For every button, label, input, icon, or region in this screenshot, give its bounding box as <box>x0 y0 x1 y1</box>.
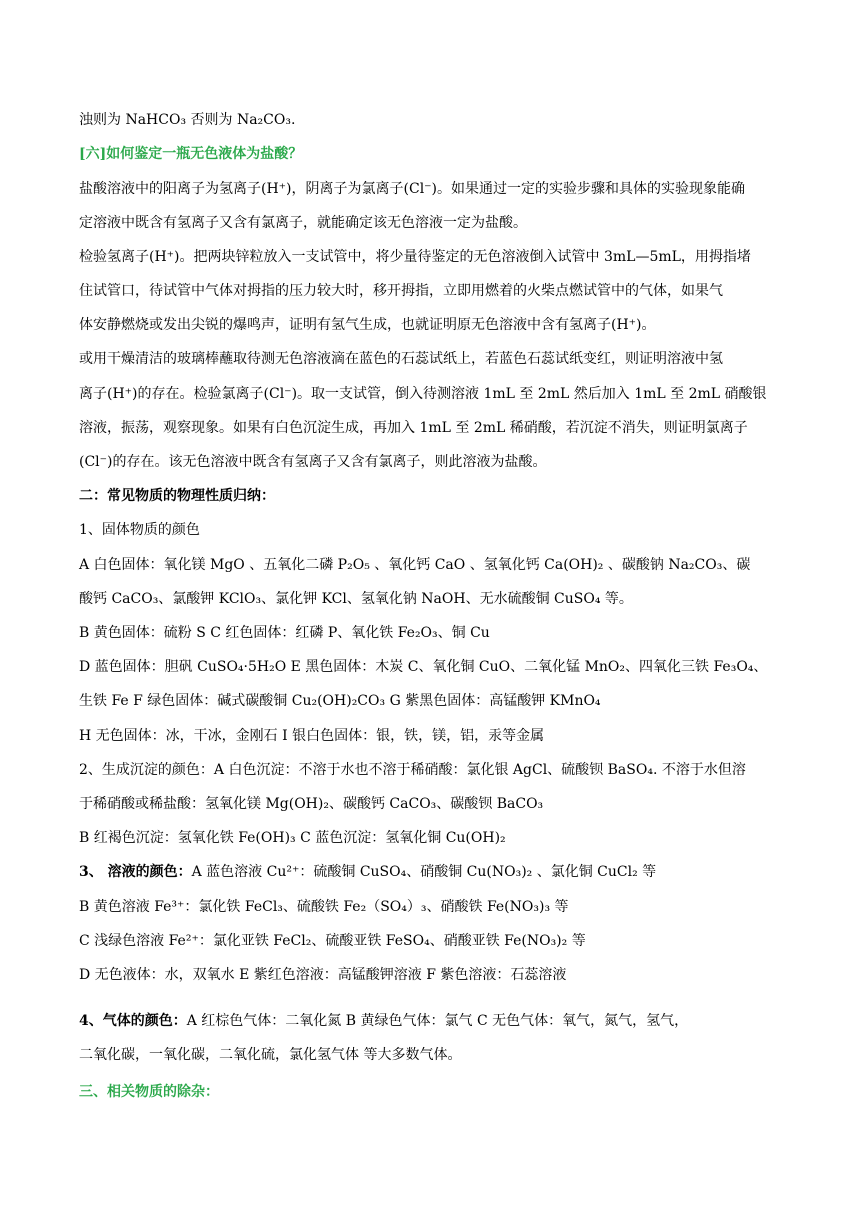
text-line: 或用干燥清洁的玻璃棒蘸取待测无色溶液滴在蓝色的石蕊试纸上，若蓝色石蕊试纸变红，则证明溶液中氢 <box>79 351 723 367</box>
text-line: A 白色固体：氧化镁 MgO 、五氧化二磷 P₂O₅ 、氧化钙 CaO 、氢氧化钙 Ca(OH)₂ 、碳酸钠 Na₂CO₃、碳 <box>79 557 751 573</box>
text-line: B 黄色固体：硫粉 S C 红色固体：红磷 P、氧化铁 Fe₂O₃、铜 Cu <box>79 625 490 641</box>
text-line: (Cl⁻)的存在。该无色溶液中既含有氢离子又含有氯离子，则此溶液为盐酸。 <box>79 454 547 470</box>
text-line: 检验氢离子(H⁺)。把两块锌粒放入一支试管中，将少量待鉴定的无色溶液倒入试管中 3mL—5mL，用拇指堵 <box>79 249 751 265</box>
text-line: 于稀硝酸或稀盐酸：氢氧化镁 Mg(OH)₂、碳酸钙 CaCO₃、碳酸钡 BaCO₃ <box>79 796 544 812</box>
text-line: H 无色固体：冰，干冰，金刚石 I 银白色固体：银，铁，镁，铝，汞等金属 <box>79 728 545 744</box>
text-line: 体安静燃烧或发出尖锐的爆鸣声，证明有氢气生成，也就证明原无色溶液中含有氢离子(H⁺)。 <box>79 317 656 333</box>
text-line: B 黄色溶液 Fe³⁺：氯化铁 FeCl₃、硫酸铁 Fe₂（SO₄）₃、硝酸铁 Fe(NO₃)₃ 等 <box>79 899 569 915</box>
text-line: 2、生成沉淀的颜色：A 白色沉淀：不溶于水也不溶于稀硝酸：氯化银 AgCl、硫酸钡 BaSO₄. 不溶于水但溶 <box>79 762 746 778</box>
text-line: 3、 溶液的颜色：A 蓝色溶液 Cu²⁺：硫酸铜 CuSO₄、硝酸铜 Cu(NO₃)₂ 、氯化铜 CuCl₂ 等 <box>79 864 657 880</box>
text-line: 4、气体的颜色：A 红棕色气体：二氧化氮 B 黄绿色气体：氯气 C 无色气体：氧气，氮气，氢气， <box>79 1013 689 1029</box>
text-line: 1、固体物质的颜色 <box>79 522 200 538</box>
text-line: 二氧化碳，一氧化碳，二氧化硫，氯化氢气体 等大多数气体。 <box>79 1047 462 1063</box>
text-line: 定溶液中既含有氢离子又含有氯离子，就能确定该无色溶液一定为盐酸。 <box>79 215 527 231</box>
text-line: 浊则为 NaHCO₃ 否则为 Na₂CO₃. <box>79 112 296 128</box>
text-line: 住试管口，待试管中气体对拇指的压力较大时，移开拇指，立即用燃着的火柴点燃试管中的气体，如果气 <box>79 283 723 299</box>
text-line: 盐酸溶液中的阳离子为氢离子(H⁺)，阴离子为氯离子(Cl⁻)。如果通过一定的实验步骤和具体的实验现象能确 <box>79 181 746 197</box>
text-line: B 红褐色沉淀：氢氧化铁 Fe(OH)₃ C 蓝色沉淀：氢氧化铜 Cu(OH)₂ <box>79 830 506 846</box>
text-line: 生铁 Fe F 绿色固体：碱式碳酸铜 Cu₂(OH)₂CO₃ G 紫黑色固体：高锰酸钾 KMnO₄ <box>79 693 601 709</box>
section-heading: 二：常见物质的物理性质归纳： <box>79 488 275 504</box>
text-line: 离子(H⁺)的存在。检验氯离子(Cl⁻)。取一支试管，倒入待测溶液 1mL 至 2mL 然后加入 1mL 至 2mL 硝酸银 <box>79 386 767 402</box>
section-heading: [六]如何鉴定一瓶无色液体为盐酸？ <box>79 146 303 162</box>
text-line: 溶液，振荡，观察现象。如果有白色沉淀生成，再加入 1mL 至 2mL 稀硝酸，若沉淀不消失，则证明氯离子 <box>79 420 748 436</box>
text-line: D 蓝色固体：胆矾 CuSO₄·5H₂O E 黑色固体：木炭 C、氧化铜 CuO、二氧化锰 MnO₂、四氧化三铁 Fe₃O₄、 <box>79 659 768 675</box>
text-line: D 无色液体：水，双氧水 E 紫红色溶液：高锰酸钾溶液 F 紫色溶液：石蕊溶液 <box>79 967 567 983</box>
text-line: C 浅绿色溶液 Fe²⁺：氯化亚铁 FeCl₂、硫酸亚铁 FeSO₄、硝酸亚铁 Fe(NO₃)₂ 等 <box>79 933 586 949</box>
section-heading: 三、相关物质的除杂： <box>79 1084 219 1100</box>
text-line: 酸钙 CaCO₃、氯酸钾 KClO₃、氯化钾 KCl、氢氧化钠 NaOH、无水硫酸铜 CuSO₄ 等。 <box>79 591 633 607</box>
